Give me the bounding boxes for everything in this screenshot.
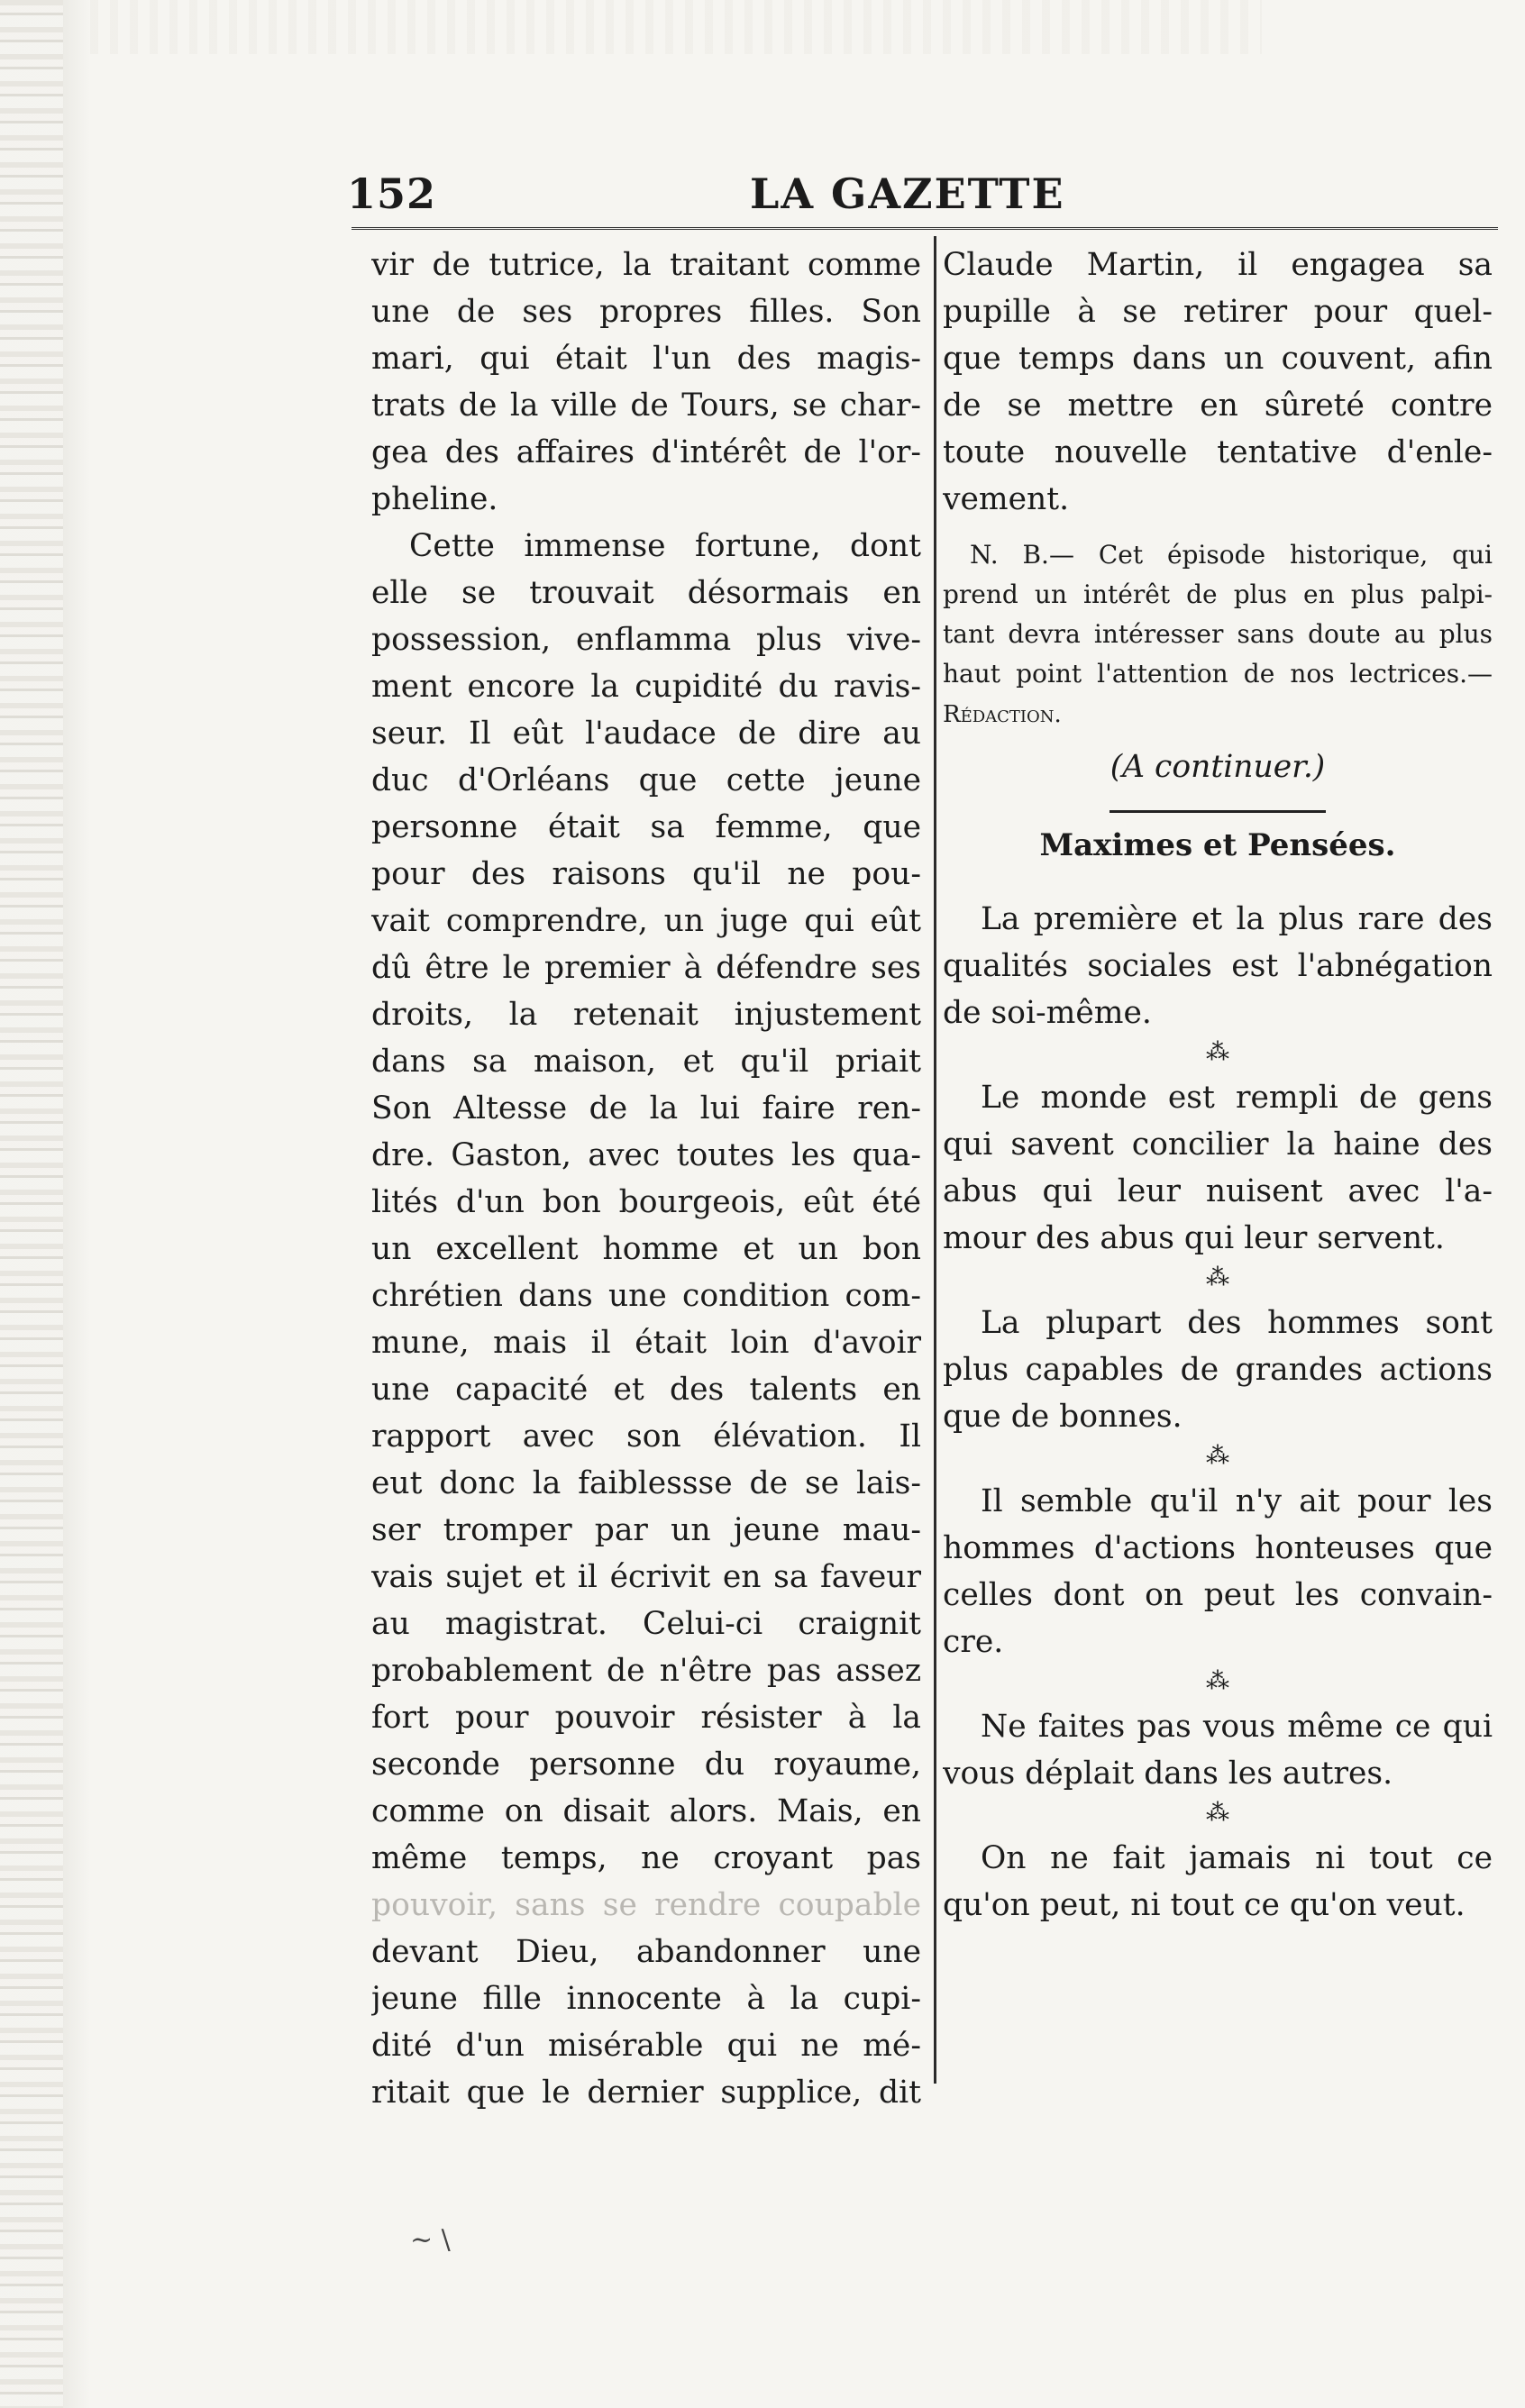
- text-line: une de ses propres filles. Son: [371, 294, 921, 330]
- maxim-line: Le monde est rempli de gens: [981, 1080, 1493, 1116]
- text-line: ser tromper par un jeune mau-: [371, 1512, 921, 1548]
- text-line: toute nouvelle tentative d'enle-: [943, 434, 1493, 470]
- text-line: mune, mais il était loin d'avoir: [371, 1325, 921, 1361]
- text-line: dû être le premier à défendre ses: [371, 950, 921, 986]
- text-line: pheline.: [371, 481, 498, 517]
- text-line: pouvoir, sans se rendre coupable: [371, 1887, 921, 1923]
- text-line: chrétien dans une condition com-: [371, 1278, 921, 1314]
- maxim-line: qu'on peut, ni tout ce qu'on veut.: [943, 1887, 1466, 1923]
- note-text: tant devra intéresser sans doute au plus: [943, 619, 1493, 649]
- maxim-line: Ne faites pas vous même ce qui: [981, 1709, 1493, 1745]
- section-title: Maximes et Pensées.: [1039, 827, 1396, 863]
- maxim-line: cre.: [943, 1624, 1004, 1660]
- maxim-line: abus qui leur nuisent avec l'a-: [943, 1173, 1493, 1209]
- maxim-line: Il semble qu'il n'y ait pour les: [981, 1483, 1493, 1519]
- maxim-line: vous déplait dans les autres.: [943, 1756, 1393, 1792]
- text-line: mari, qui était l'un des magis-: [371, 341, 921, 377]
- note-text: N. B.— Cet épisode historique, qui: [970, 540, 1493, 570]
- note-text: haut point l'attention de nos lectrices.—: [943, 659, 1493, 689]
- text-line: droits, la retenait injustement: [371, 997, 921, 1033]
- maxim-line: plus capables de grandes actions: [943, 1352, 1493, 1388]
- text-line: vais sujet et il écrivit en sa faveur: [371, 1559, 921, 1595]
- running-title: LA GAZETTE: [750, 169, 1065, 218]
- maxim-line: qualités sociales est l'abnégation: [943, 948, 1493, 984]
- text-line: lités d'un bon bourgeois, eût été: [371, 1184, 921, 1220]
- page-number: 152: [347, 169, 437, 218]
- text-line: devant Dieu, abandonner une: [371, 1934, 921, 1970]
- text-line: ment encore la cupidité du ravis-: [371, 669, 921, 705]
- text-line: une capacité et des talents en: [371, 1372, 921, 1408]
- left-column: [371, 242, 921, 2116]
- text-line: pupille à se retirer pour quel-: [943, 294, 1493, 330]
- text-line: dans sa maison, et qu'il priait: [371, 1044, 921, 1080]
- text-line: au magistrat. Celui-ci craignit: [371, 1606, 921, 1642]
- maxim-line: La première et la plus rare des: [981, 901, 1493, 937]
- text-line: pour des raisons qu'il ne pou-: [371, 856, 921, 892]
- text-line: personne était sa femme, que: [371, 809, 921, 845]
- editor-note-line: [943, 535, 1493, 575]
- text-line: fort pour pouvoir résister à la: [371, 1700, 921, 1736]
- text-line: Claude Martin, il engagea sa: [943, 247, 1493, 283]
- continuation-note: (A continuer.): [1110, 749, 1326, 785]
- text-line: vement.: [943, 481, 1070, 517]
- editor-note-line: [943, 654, 1493, 694]
- text-line: elle se trouvait désormais en: [371, 575, 921, 611]
- text-line: Son Altesse de la lui faire ren-: [371, 1090, 921, 1126]
- editor-note-line: [943, 575, 1493, 615]
- spacer: [943, 523, 1493, 535]
- scan-margin-noise: [0, 0, 63, 2408]
- scan-top-noise: [90, 0, 1262, 54]
- maxim-line: que de bonnes.: [943, 1399, 1183, 1435]
- text-line: dre. Gaston, avec toutes les qua-: [371, 1137, 921, 1173]
- maxim-line: On ne fait jamais ni tout ce: [981, 1840, 1493, 1876]
- text-line: vir de tutrice, la traitant comme: [371, 247, 921, 283]
- text-line: un excellent homme et un bon: [371, 1231, 921, 1267]
- text-line: seur. Il eût l'audace de dire au: [371, 716, 921, 752]
- maxim-line: celles dont on peut les convain-: [943, 1577, 1493, 1613]
- maxim-separator: ⁂: [1206, 1039, 1229, 1066]
- text-line: Cette immense fortune, dont: [409, 528, 921, 564]
- text-line: de se mettre en sûreté contre: [943, 388, 1493, 424]
- editor-note-line: [943, 694, 1493, 734]
- maxim-separator: ⁂: [1206, 1264, 1229, 1291]
- text-line: seconde personne du royaume,: [371, 1747, 921, 1783]
- text-line: dité d'un misérable qui ne mé-: [371, 2028, 921, 2064]
- text-line: jeune fille innocente à la cupi-: [371, 1981, 921, 2017]
- section-rule: [1110, 810, 1326, 813]
- note-text: Rédaction.: [943, 701, 1062, 728]
- right-column: [943, 242, 1493, 1929]
- header-rule: [352, 227, 1498, 230]
- note-text: prend un intérêt de plus en plus palpi-: [943, 579, 1493, 609]
- text-line: possession, enflamma plus vive-: [371, 622, 921, 658]
- text-line: trats de la ville de Tours, se char-: [371, 388, 921, 424]
- text-line: eut donc la faiblessse de se lais-: [371, 1465, 921, 1501]
- maxim-separator: ⁂: [1206, 1668, 1229, 1695]
- bottom-mark: ~ \: [410, 2224, 451, 2256]
- text-line: rapport avec son élévation. Il: [371, 1418, 921, 1455]
- maxim-line: de soi-même.: [943, 995, 1152, 1031]
- maxim-line: qui savent concilier la haine des: [943, 1126, 1493, 1163]
- text-line: comme on disait alors. Mais, en: [371, 1793, 921, 1829]
- maxim-separator: ⁂: [1206, 1800, 1229, 1827]
- text-line: ritait que le dernier supplice, dit: [371, 2075, 921, 2111]
- column-divider: [934, 236, 936, 2084]
- text-line: vait comprendre, un juge qui eût: [371, 903, 921, 939]
- text-line: duc d'Orléans que cette jeune: [371, 762, 921, 798]
- text-line: même temps, ne croyant pas: [371, 1840, 921, 1876]
- maxim-separator: ⁂: [1206, 1443, 1229, 1470]
- editor-note-line: [943, 615, 1493, 654]
- scan-margin-shade: [63, 0, 90, 2408]
- text-line: probablement de n'être pas assez: [371, 1653, 921, 1689]
- maxim-line: La plupart des hommes sont: [981, 1305, 1493, 1341]
- text-line: que temps dans un couvent, afin: [943, 341, 1493, 377]
- maxim-line: mour des abus qui leur servent.: [943, 1220, 1445, 1256]
- text-line: gea des affaires d'intérêt de l'or-: [371, 434, 921, 470]
- maxim-line: hommes d'actions honteuses que: [943, 1530, 1493, 1566]
